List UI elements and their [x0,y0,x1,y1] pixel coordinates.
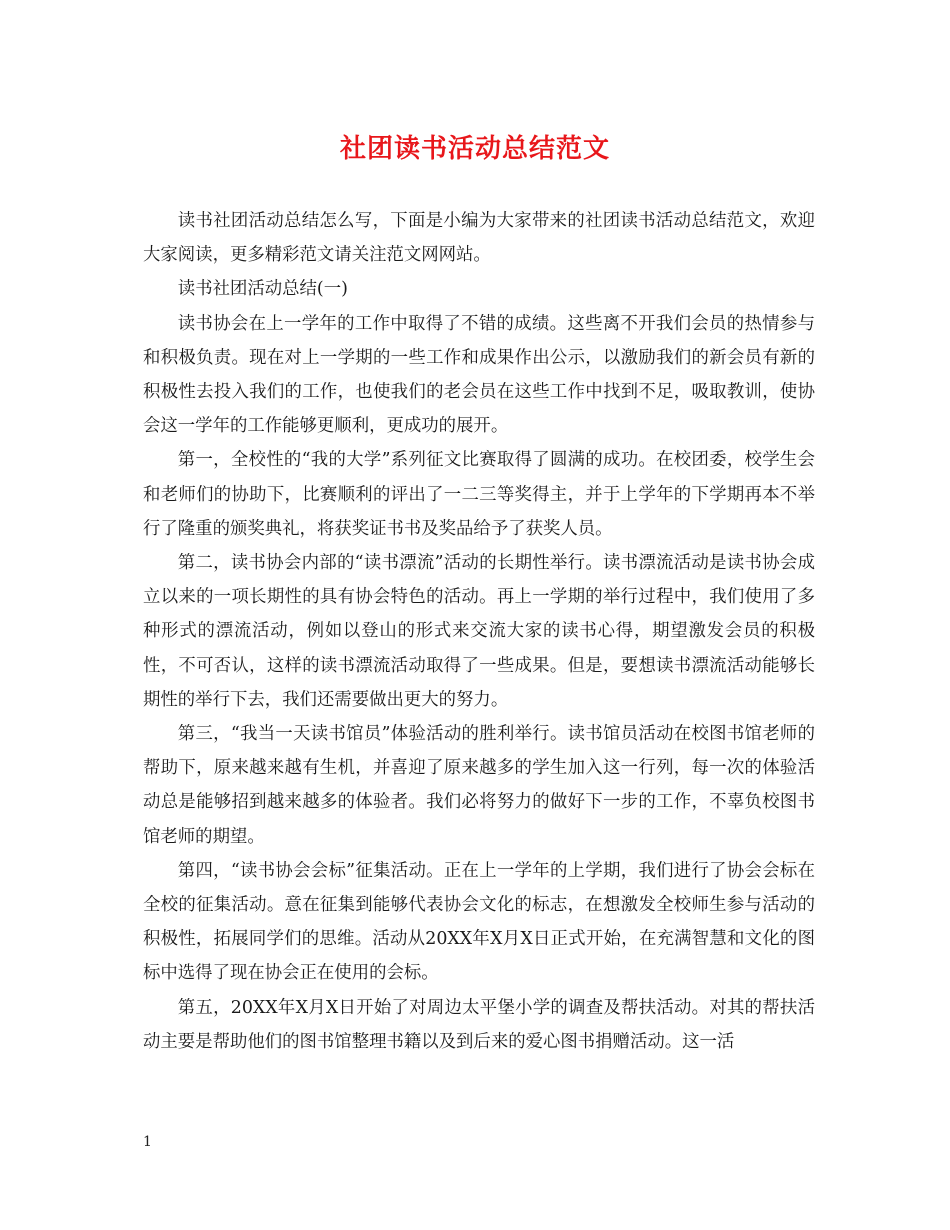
paragraph-section-heading: 读书社团活动总结(一) [177,279,348,300]
page-number: 1 [143,1134,152,1150]
paragraph-overview: 读书协会在上一学年的工作中取得了不错的成绩。这些离不开我们会员的热情参与和积极负责。现在对上一学期的一些工作和成果作出公示，以激励我们的新会员有新的积极性去投入我们的工作，也使我们的老会员在这些工作中找到不足，吸取教训，使协会这一学年的工作能够更顺利，更成功的展开。 [143,313,815,437]
paragraph-intro: 读书社团活动总结怎么写，下面是小编为大家带来的社团读书活动总结范文，欢迎大家阅读，更多精彩范文请关注范文网网站。 [143,211,815,266]
paragraph-second: 第二，读书协会内部的“读书漂流”活动的长期性举行。读书漂流活动是读书协会成立以来的一项长期性的具有协会特色的活动。再上一学期的举行过程中，我们使用了多种形式的漂流活动，例如以登山的形式来交流大家的读书心得，期望激发会员的积极性，不可否认，这样的读书漂流活动取得了一些成果。但是，要想读书漂流活动能够长期性的举行下去，我们还需要做出更大的努力。 [143,553,815,710]
paragraph-fifth: 第五，20XX年X月X日开始了对周边太平堡小学的调查及帮扶活动。对其的帮扶活动主要是帮助他们的图书馆整理书籍以及到后来的爱心图书捐赠活动。这一活 [143,997,815,1052]
paragraph-first: 第一，全校性的“我的大学”系列征文比赛取得了圆满的成功。在校团委，校学生会和老师们的协助下，比赛顺利的评出了一二三等奖得主，并于上学年的下学期再本不举行了隆重的颁奖典礼，将获奖证书书及奖品给予了获奖人员。 [143,450,815,539]
document-title: 社团读书活动总结范文 [339,134,610,164]
document-body [143,204,815,1059]
paragraph-third: 第三，“我当一天读书馆员”体验活动的胜利举行。读书馆员活动在校图书馆老师的帮助下，原来越来越有生机，并喜迎了原来越多的学生加入这一行列，每一次的体验活动总是能够招到越来越多的体验者。我们必将努力的做好下一步的工作，不辜负校图书馆老师的期望。 [143,724,815,847]
paragraph-fourth: 第四，“读书协会会标”征集活动。正在上一学年的上学期，我们进行了协会会标在全校的征集活动。意在征集到能够代表协会文化的标志，在想激发全校师生参与活动的积极性，拓展同学们的思维。活动从20XX年X月X日正式开始，在充满智慧和文化的图标中选得了现在协会正在使用的会标。 [143,860,815,984]
